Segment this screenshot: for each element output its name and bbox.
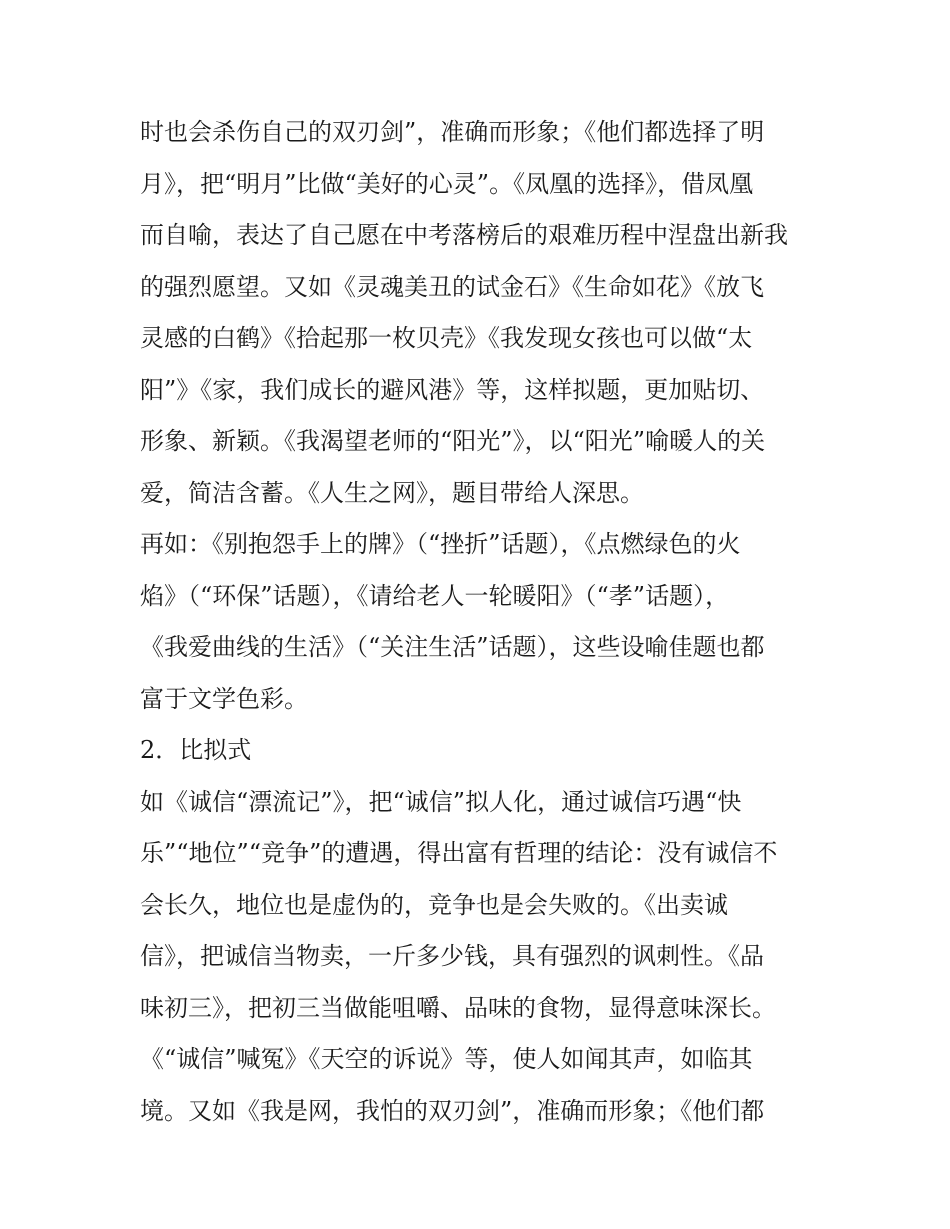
text-line: 形象、新颖。《我渴望老师的“阳光”》，以“阳光”喻暖人的关 — [140, 427, 766, 455]
text-line: 会长久，地位也是虚伪的，竞争也是会失败的。《出卖诚 — [140, 890, 728, 919]
text-line: 的强烈愿望。又如《灵魂美丑的试金石》《生命如花》《放飞 — [140, 272, 764, 301]
text-line: 乐”“地位”“竞争”的遭遇，得出富有哲理的结论：没有诚信不 — [140, 839, 778, 867]
text-line: 如《诚信“漂流记”》，把“诚信”拟人化，通过诚信巧遇“快 — [140, 787, 742, 816]
text-line: 而自喻，表达了自己愿在中考落榜后的艰难历程中涅盘出新我 — [140, 221, 788, 249]
text-line: 《“诚信”喊冤》《天空的诉说》等，使人如闻其声，如临其 — [140, 1045, 753, 1073]
text-line: 焰》（“环保”话题），《请给老人一轮暖阳》（“孝”话题）， — [140, 581, 730, 610]
text-line: 再如：《别抱怨手上的牌》（“挫折”话题），《点燃绿色的火 — [140, 530, 741, 558]
text-line: 爱，简洁含蓄。《人生之网》，题目带给人深思。 — [140, 478, 644, 507]
text-line: 《我爱曲线的生活》（“关注生活”话题），这些设喻佳题也都 — [140, 633, 765, 661]
text-line: 境。又如《我是网，我怕的双刃剑”，准确而形象；《他们都 — [140, 1096, 765, 1125]
text-line: 信》，把诚信当物卖，一斤多少钱，具有强烈的讽刺性。《品 — [140, 942, 764, 970]
text-line: 时也会杀伤自己的双刃剑”，准确而形象；《他们都选择了明 — [140, 118, 765, 146]
text-line: 月》，把“明月”比做“美好的心灵”。《凤凰的选择》，借凤凰 — [140, 169, 754, 198]
text-line: 灵感的白鹤》《拾起那一枚贝壳》《我发现女孩也可以做“太 — [140, 324, 753, 352]
text-line: 味初三》，把初三当做能咀嚼、品味的食物，显得意味深长。 — [140, 993, 776, 1022]
text-line: 阳”》《家，我们成长的避风港》等，这样拟题，更加贴切、 — [140, 375, 765, 404]
section-heading: 2．比拟式 — [140, 736, 252, 764]
body-text — [140, 107, 820, 1137]
text-line: 富于文学色彩。 — [140, 684, 308, 713]
